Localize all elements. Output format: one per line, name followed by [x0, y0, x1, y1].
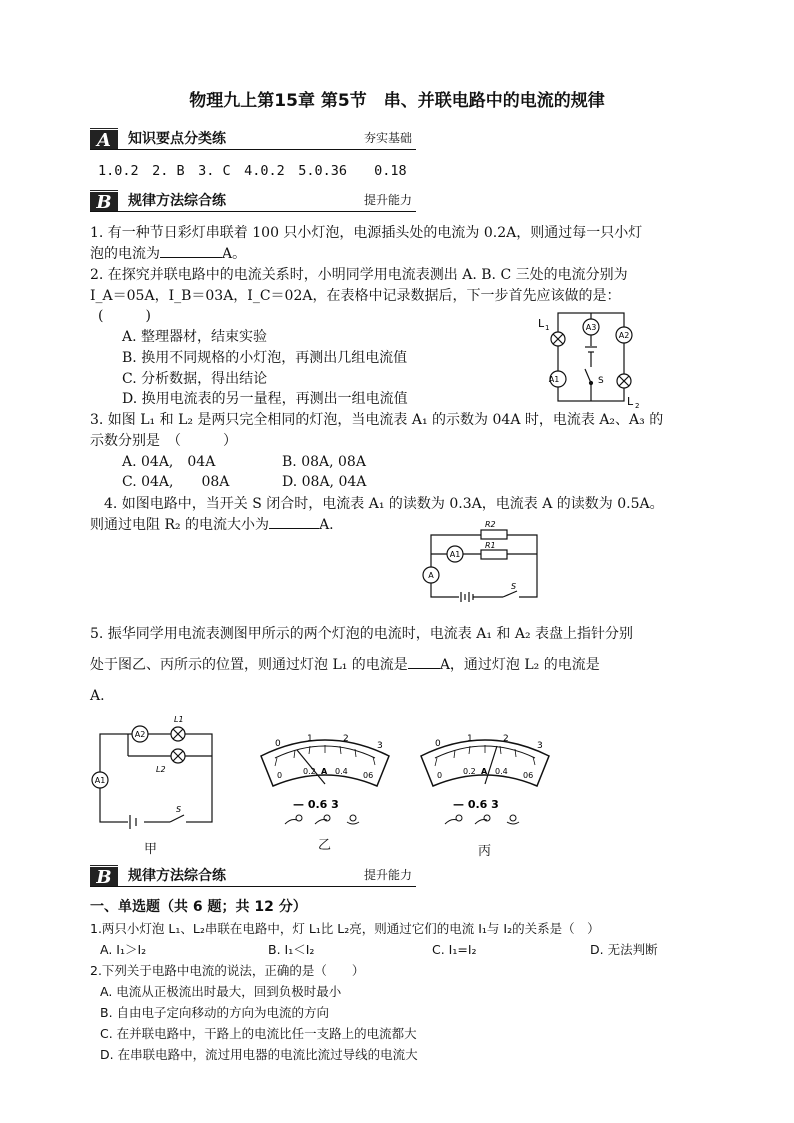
mc1-option-b: B. I₁＜I₂	[268, 942, 315, 957]
circuit-jia-diagram	[88, 712, 223, 837]
bing-top-tick-2: 2	[503, 734, 509, 744]
q4-text-b: A.	[319, 517, 334, 533]
bing-top-tick-3: 3	[537, 741, 543, 751]
q2-paren: ( )	[98, 308, 151, 324]
svg-text:L2: L2	[156, 765, 166, 774]
resistor-circuit-diagram	[415, 517, 550, 607]
q2-option-a: A. 整理器材，结束实验	[122, 329, 268, 345]
svg-text:A3: A3	[585, 323, 597, 332]
svg-text:R2: R2	[485, 520, 496, 529]
q4-line2	[90, 515, 334, 535]
yi-bottom-tick-0: 0	[277, 771, 283, 780]
q5-text-a: 处于图乙、丙所示的位置，则通过灯泡 L₁ 的电流是	[90, 657, 408, 673]
svg-text:A1: A1	[548, 375, 560, 384]
mc2-option-b: B. 自由电子定向移动的方向为电流的方向	[100, 1005, 330, 1020]
yi-top-tick-3: 3	[377, 741, 383, 751]
yi-bottom-tick-1: 0.2	[303, 767, 316, 776]
ammeter-yi	[255, 728, 395, 832]
q4-line1: 4. 如图电路中，当开关 S 闭合时，电流表 A₁ 的读数为 0.3A，电流表 A 的读数为 0.5A。	[104, 496, 664, 512]
section-b2-tag: 提升能力	[363, 868, 412, 882]
mc2-option-d: D. 在串联电路中，流过用电器的电流比流过导线的电流大	[100, 1047, 418, 1062]
bing-top-tick-0: 0	[435, 739, 441, 749]
yi-unit: A	[321, 767, 328, 776]
bing-unit: A	[481, 767, 488, 776]
q1-line1: 1. 有一种节日彩灯串联着 100 只小灯泡，电源插头处的电流为 0.2A，则通过每一只小灯	[90, 225, 643, 241]
q3-option-b: B. 08A, 08A	[282, 454, 366, 470]
svg-text:S: S	[598, 376, 604, 386]
yi-top-tick-1: 1	[307, 734, 313, 744]
section-b1-tag: 提升能力	[363, 193, 412, 207]
q1-text-b: A。	[222, 246, 247, 262]
svg-text:L1: L1	[174, 715, 184, 724]
q1-line2	[90, 244, 246, 264]
q2-line1: 2. 在探究并联电路中的电流关系时，小明同学用电流表测出 A. B. C 三处的电流分别为	[90, 267, 628, 283]
q3-line2: 示数分别是 （ ）	[90, 433, 237, 449]
section-b1-header	[90, 189, 416, 212]
section-a-name: 知识要点分类练	[128, 131, 226, 147]
part1-heading: 一、单选题（共 6 题；共 12 分）	[90, 899, 307, 915]
yi-top-tick-0: 0	[275, 739, 281, 749]
q5-text-b: A，通过灯泡 L₂ 的电流是	[439, 657, 600, 673]
svg-text:L: L	[627, 395, 634, 408]
mc2-option-a: A. 电流从正极流出时最大，回到负极时最小	[100, 984, 342, 999]
mc1-option-d: D. 无法判断	[590, 942, 658, 957]
parallel-circuit-diagram	[530, 305, 650, 415]
bing-bottom-tick-2: 0.4	[495, 767, 508, 776]
q3-line1: 3. 如图 L₁ 和 L₂ 是两只完全相同的灯泡，当电流表 A₁ 的示数为 04A 时，电流表 A₂、A₃ 的	[90, 412, 664, 428]
q5-line3: A.	[90, 688, 105, 704]
q3-option-d: D. 08A, 04A	[282, 474, 367, 490]
ammeter-bing	[415, 728, 555, 832]
svg-text:R1: R1	[485, 541, 496, 550]
q3-option-c: C. 04A, 08A	[122, 474, 230, 490]
svg-text:1: 1	[545, 324, 550, 332]
figure-bing-label: 丙	[478, 844, 492, 859]
bing-bottom-tick-3: 06	[523, 771, 534, 780]
q2-option-c: C. 分析数据，得出结论	[122, 371, 268, 387]
section-a-header	[90, 127, 416, 150]
yi-bottom-tick-2: 0.4	[335, 767, 348, 776]
svg-text:A1: A1	[94, 776, 106, 785]
svg-text:L: L	[538, 317, 545, 330]
answers-line: 1.0.2 2. B 3. C 4.0.2 5.0.36 0.18	[98, 163, 407, 179]
svg-text:S: S	[511, 582, 517, 591]
figure-jia-label: 甲	[144, 842, 158, 857]
svg-text:A: A	[428, 571, 434, 580]
yi-bottom-tick-3: 06	[363, 771, 374, 780]
yi-terminals: — 0.6 3	[293, 798, 339, 811]
svg-text:A2: A2	[134, 730, 146, 739]
q2-option-d: D. 换用电流表的另一量程，再测出一组电流值	[122, 391, 408, 407]
yi-top-tick-2: 2	[343, 734, 349, 744]
svg-text:S: S	[176, 805, 182, 814]
page-title: 物理九上第15章 第5节 串、并联电路中的电流的规律	[189, 91, 605, 111]
bing-top-tick-1: 1	[467, 734, 473, 744]
q4-text-a: 则通过电阻 R₂ 的电流大小为	[90, 517, 270, 533]
mc2-option-c: C. 在并联电路中，干路上的电流比任一支路上的电流都大	[100, 1026, 417, 1041]
q3-option-a: A. 04A, 04A	[122, 454, 216, 470]
section-b2-name: 规律方法综合练	[128, 868, 226, 884]
svg-text:2: 2	[635, 402, 640, 410]
q4-blank[interactable]	[269, 528, 319, 529]
q5-line2	[90, 655, 600, 675]
q5-blank-1[interactable]	[408, 668, 440, 669]
section-b1-name: 规律方法综合练	[128, 193, 226, 209]
section-b2-header	[90, 864, 416, 887]
mc1-option-c: C. I₁=I₂	[432, 942, 477, 957]
q2-option-b: B. 换用不同规格的小灯泡，再测出几组电流值	[122, 350, 408, 366]
q2-line2: I_A＝05A，I_B＝03A，I_C＝02A，在表格中记录数据后，下一步首先应该做的是：	[90, 288, 621, 304]
q1-text-a: 泡的电流为	[90, 246, 160, 262]
q5-line1: 5. 振华同学用电流表测图甲所示的两个灯泡的电流时，电流表 A₁ 和 A₂ 表盘上指针分别	[90, 626, 634, 642]
bing-terminals: — 0.6 3	[453, 798, 499, 811]
section-b1-badge: B	[90, 189, 118, 211]
mc2-stem: 2.下列关于电路中电流的说法，正确的是（ ）	[90, 963, 365, 978]
section-a-badge: A	[90, 127, 118, 149]
bing-bottom-tick-1: 0.2	[463, 767, 476, 776]
mc1-option-a: A. I₁＞I₂	[100, 942, 147, 957]
q1-blank[interactable]	[160, 257, 222, 258]
bing-bottom-tick-0: 0	[437, 771, 443, 780]
figure-yi-label: 乙	[318, 838, 332, 853]
section-b2-badge: B	[90, 864, 118, 886]
svg-text:A2: A2	[618, 331, 630, 340]
section-a-tag: 夯实基础	[363, 131, 412, 145]
mc1-stem: 1.两只小灯泡 L₁、L₂串联在电路中，灯 L₁比 L₂亮，则通过它们的电流 I₁与 I₂的关系是（ ）	[90, 921, 600, 936]
svg-text:A1: A1	[449, 550, 461, 559]
